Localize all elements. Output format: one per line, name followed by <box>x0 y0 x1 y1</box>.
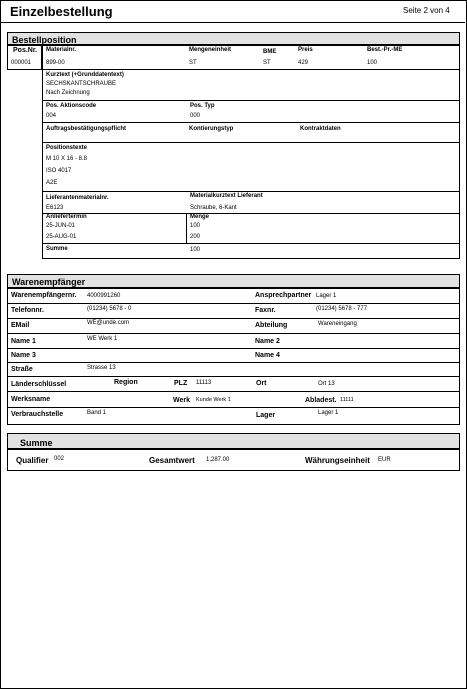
materialkurztext-label: Materialkurztext Lieferant <box>190 193 263 199</box>
abteilung-value: Wareneingang <box>318 321 357 327</box>
row-divider <box>7 391 460 392</box>
row-divider <box>7 348 460 349</box>
qualifier-value: 002 <box>54 456 65 462</box>
menge-label: Menge <box>190 214 210 220</box>
abladest-value: 11111 <box>340 397 354 403</box>
page-indicator: Seite 2 von 4 <box>403 6 450 15</box>
row-divider <box>7 318 460 319</box>
auftragsbestaetigung-label: Auftragsbestätigungspflicht <box>46 126 127 132</box>
materialkurztext-value: Schraube, 6-Kant <box>190 205 237 211</box>
positionstexte-line-2: ISO 4017 <box>46 168 72 174</box>
anliefertermin-value: 25-JUN-01 <box>46 223 76 229</box>
aktionscode-value: 004 <box>46 113 57 119</box>
summe-box <box>7 449 460 471</box>
email-value: WE@unde.com <box>87 320 130 326</box>
telefonnr-value: (01234) 5678 - 0 <box>87 306 132 312</box>
best-pr-me-label: Best.-Pr.-ME <box>367 47 403 53</box>
name4-label: Name 4 <box>255 352 280 359</box>
bme-label: BME <box>263 49 277 55</box>
row-divider <box>42 243 460 244</box>
row-divider <box>7 333 460 334</box>
row-divider <box>7 303 460 304</box>
warenempfaengernr-label: Warenempfängernr. <box>11 292 77 299</box>
verbrauchstelle-value: Band 1 <box>87 410 107 416</box>
lager-value: Lager 1 <box>318 410 339 416</box>
lieferantenmaterialnr-label: Lieferantenmaterialnr. <box>46 195 109 201</box>
warenempfaengernr-value: 4000991260 <box>87 293 121 299</box>
strasse-label: Straße <box>11 366 33 373</box>
bme-value: ST <box>263 60 271 66</box>
name3-label: Name 3 <box>11 352 36 359</box>
best-pr-me-value: 100 <box>367 60 378 66</box>
summe-label: Summe <box>46 246 68 252</box>
kurztext-line-1: SECHSKANTSCHRAUBE <box>46 81 117 87</box>
gesamtwert-value: 1,287.00 <box>206 457 230 463</box>
werksname-label: Werksname <box>11 396 51 403</box>
pos-nr-label: Pos.Nr. <box>13 47 38 54</box>
ort-value: Ort 13 <box>318 381 335 387</box>
row-divider <box>7 407 460 408</box>
kurztext-label: Kurztext (+Grunddatentext) <box>46 72 124 78</box>
positionstexte-line-1: M 10 X 16 - 8.8 <box>46 156 88 162</box>
telefonnr-label: Telefonnr. <box>11 307 44 314</box>
row-divider <box>42 100 460 101</box>
faxnr-value: (01234) 5678 - 777 <box>316 306 368 312</box>
plz-label: PLZ <box>174 380 188 387</box>
lager-label: Lager <box>256 412 276 419</box>
positionstexte-line-3: A2E <box>46 180 58 186</box>
materialnr-value: 899-00 <box>46 60 65 66</box>
section-header-bestellposition <box>7 32 460 45</box>
name1-value: WE Werk 1 <box>87 336 118 342</box>
materialnr-label: Materialnr. <box>46 47 77 53</box>
pos-nr-value: 000001 <box>11 60 32 66</box>
kurztext-line-2: Nach Zeichnung <box>46 90 90 96</box>
ansprechpartner-value: Lager 1 <box>316 293 337 299</box>
qualifier-label: Qualifier <box>16 456 49 465</box>
ansprechpartner-label: Ansprechpartner <box>255 292 312 299</box>
menge-value: 100 <box>190 223 201 229</box>
section-title: Warenempfänger <box>12 277 86 287</box>
verbrauchstelle-label: Verbrauchstelle <box>11 411 64 418</box>
abteilung-label: Abteilung <box>255 322 288 329</box>
section-title: Summe <box>20 438 53 448</box>
faxnr-label: Faxnr. <box>255 307 276 314</box>
abladest-label: Abladest. <box>305 397 337 404</box>
kontraktdaten-label: Kontraktdaten <box>300 126 341 132</box>
waehrungseinheit-label: Währungseinheit <box>305 456 370 465</box>
row-divider <box>7 362 460 363</box>
pos-typ-value: 000 <box>190 113 201 119</box>
plz-value: 11113 <box>196 380 212 386</box>
row-divider <box>7 376 460 377</box>
werk-value: Kunde Werk 1 <box>196 397 231 403</box>
anliefertermin-label: Anliefertermin <box>46 214 87 220</box>
mengeneinheit-value: ST <box>189 60 197 66</box>
anliefertermin-value: 25-AUG-01 <box>46 234 77 240</box>
werk-label: Werk <box>173 397 190 404</box>
name1-label: Name 1 <box>11 338 36 345</box>
laenderschluessel-label: Länderschlüssel <box>11 381 67 388</box>
mengeneinheit-label: Mengeneinheit <box>189 47 232 53</box>
section-title: Bestellposition <box>12 35 77 45</box>
lieferantenmaterialnr-value: E6123 <box>46 205 64 211</box>
warenempfaenger-box <box>7 288 460 425</box>
section-header-warenempfaenger <box>7 274 460 288</box>
waehrungseinheit-value: EUR <box>378 457 391 463</box>
row-divider <box>42 213 460 214</box>
pos-typ-label: Pos. Typ <box>190 103 215 109</box>
row-divider <box>42 142 460 143</box>
region-label: Region <box>114 379 138 386</box>
row-divider <box>42 69 460 70</box>
gesamtwert-label: Gesamtwert <box>149 456 195 465</box>
name2-label: Name 2 <box>255 338 280 345</box>
column-divider <box>186 213 187 243</box>
menge-value: 200 <box>190 234 201 240</box>
email-label: EMail <box>11 322 30 329</box>
row-divider <box>42 191 460 192</box>
positionstexte-label: Positionstexte <box>46 145 88 151</box>
summe-value: 100 <box>190 247 201 253</box>
preis-label: Preis <box>298 47 313 53</box>
row-divider <box>42 122 460 123</box>
header-divider <box>0 22 465 23</box>
document-title: Einzelbestellung <box>10 4 113 19</box>
preis-value: 429 <box>298 60 309 66</box>
aktionscode-label: Pos. Aktionscode <box>46 103 97 109</box>
section-header-summe <box>7 433 460 449</box>
kontierungstyp-label: Kontierungstyp <box>189 126 234 132</box>
strasse-value: Strasse 13 <box>87 365 116 371</box>
ort-label: Ort <box>256 380 267 387</box>
